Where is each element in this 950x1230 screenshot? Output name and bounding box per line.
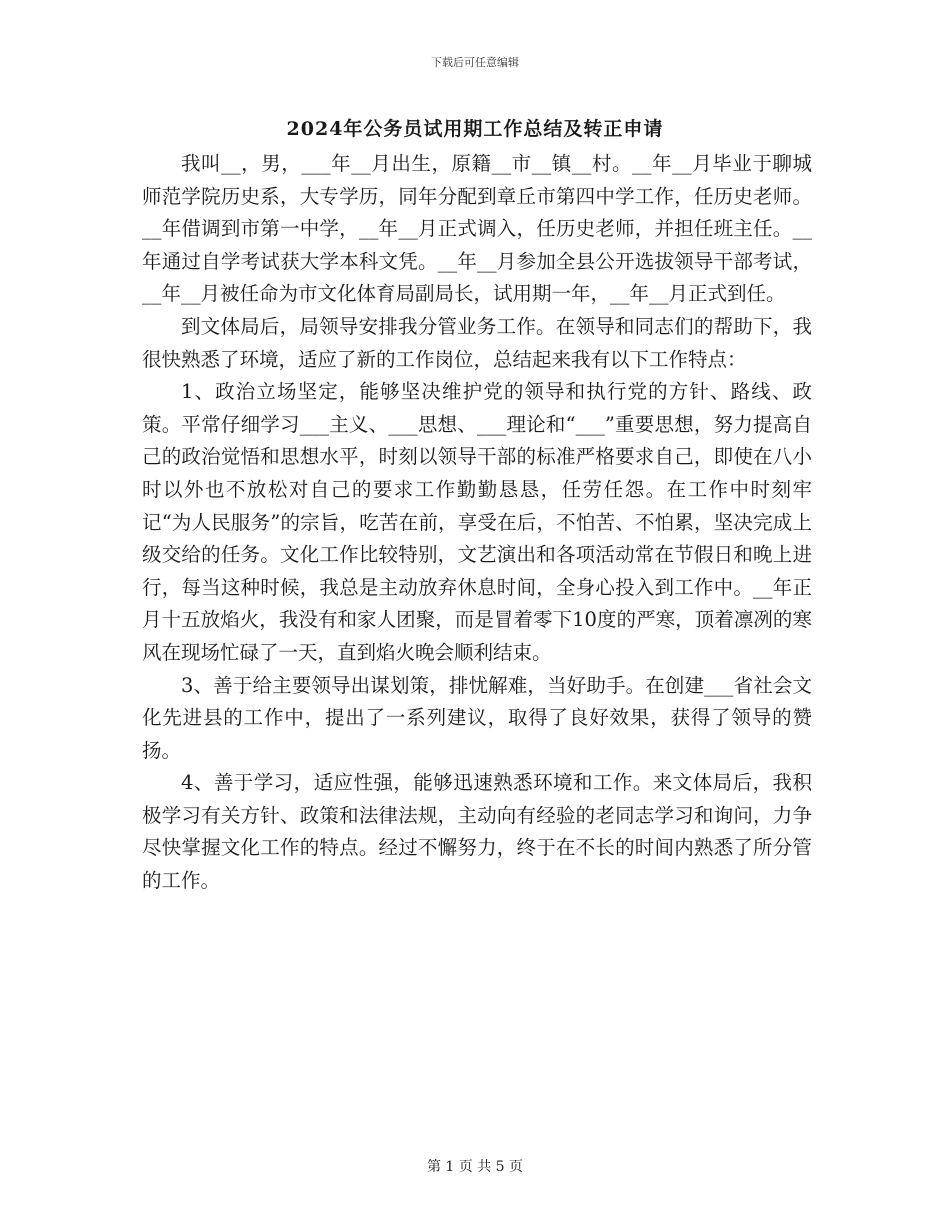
paragraph-point-4: 4、善于学习，适应性强，能够迅速熟悉环境和工作。来文体局后，我积极学习有关方针、政策和法律法规，主动向有经验的老同志学习和询问，力争尽快掌握文化工作的特点。经过不懈努力，终于在不长的时间内熟悉了所分管的工作。 <box>142 771 812 893</box>
paragraph-point-1: 1、政治立场坚定，能够坚决维护党的领导和执行党的方针、路线、政策。平常仔细学习___主义、___思想、___理论和“___”重要思想，努力提高自己的政治觉悟和思想水平，时刻以领导干部的标准严格要求自己，即使在八小时以外也不放松对自己的要求工作勤勤恳恳，任劳任怨。在工作中时刻牢记“为人民服务”的宗旨，吃苦在前，享受在后，不怕苦、不怕累，坚决完成上级交给的任务。文化工作比较特别，文艺演出和各项活动常在节假日和晚上进行，每当这种时候，我总是主动放弃休息时间，全身心投入到工作中。__年正月十五放焰火，我没有和家人团聚，而是冒着零下10度的严寒，顶着凛冽的寒风在现场忙碌了一天，直到焰火晚会顺利结束。 <box>142 380 812 664</box>
paragraph-point-3: 3、善于给主要领导出谋划策，排忧解难，当好助手。在创建___省社会文化先进县的工作中，提出了一系列建议，取得了良好效果，获得了领导的赞扬。 <box>142 673 812 762</box>
paragraph-intro: 我叫__，男，___年__月出生，原籍__市__镇__村。__年__月毕业于聊城师范学院历史系，大专学历，同年分配到章丘市第四中学工作，任历史老师。__年借调到市第一中学，__年__月正式调入，任历史老师，并担任班主任。__年通过自学考试获大学本科文凭。__年__月参加全县公开选拔领导干部考试，__年__月被任命为市文化体育局副局长，试用期一年，__年__月正式到任。 <box>142 152 812 306</box>
document-title: 2024年公务员试用期工作总结及转正申请 <box>286 118 664 140</box>
paragraph-work-summary: 到文体局后，局领导安排我分管业务工作。在领导和同志们的帮助下，我很快熟悉了环境，适应了新的工作岗位，总结起来我有以下工作特点： <box>142 314 812 371</box>
header-note: 下载后可任意编辑 <box>431 56 519 69</box>
page-indicator: 第 1 页 共 5 页 <box>426 1159 524 1175</box>
document-body <box>142 148 812 898</box>
